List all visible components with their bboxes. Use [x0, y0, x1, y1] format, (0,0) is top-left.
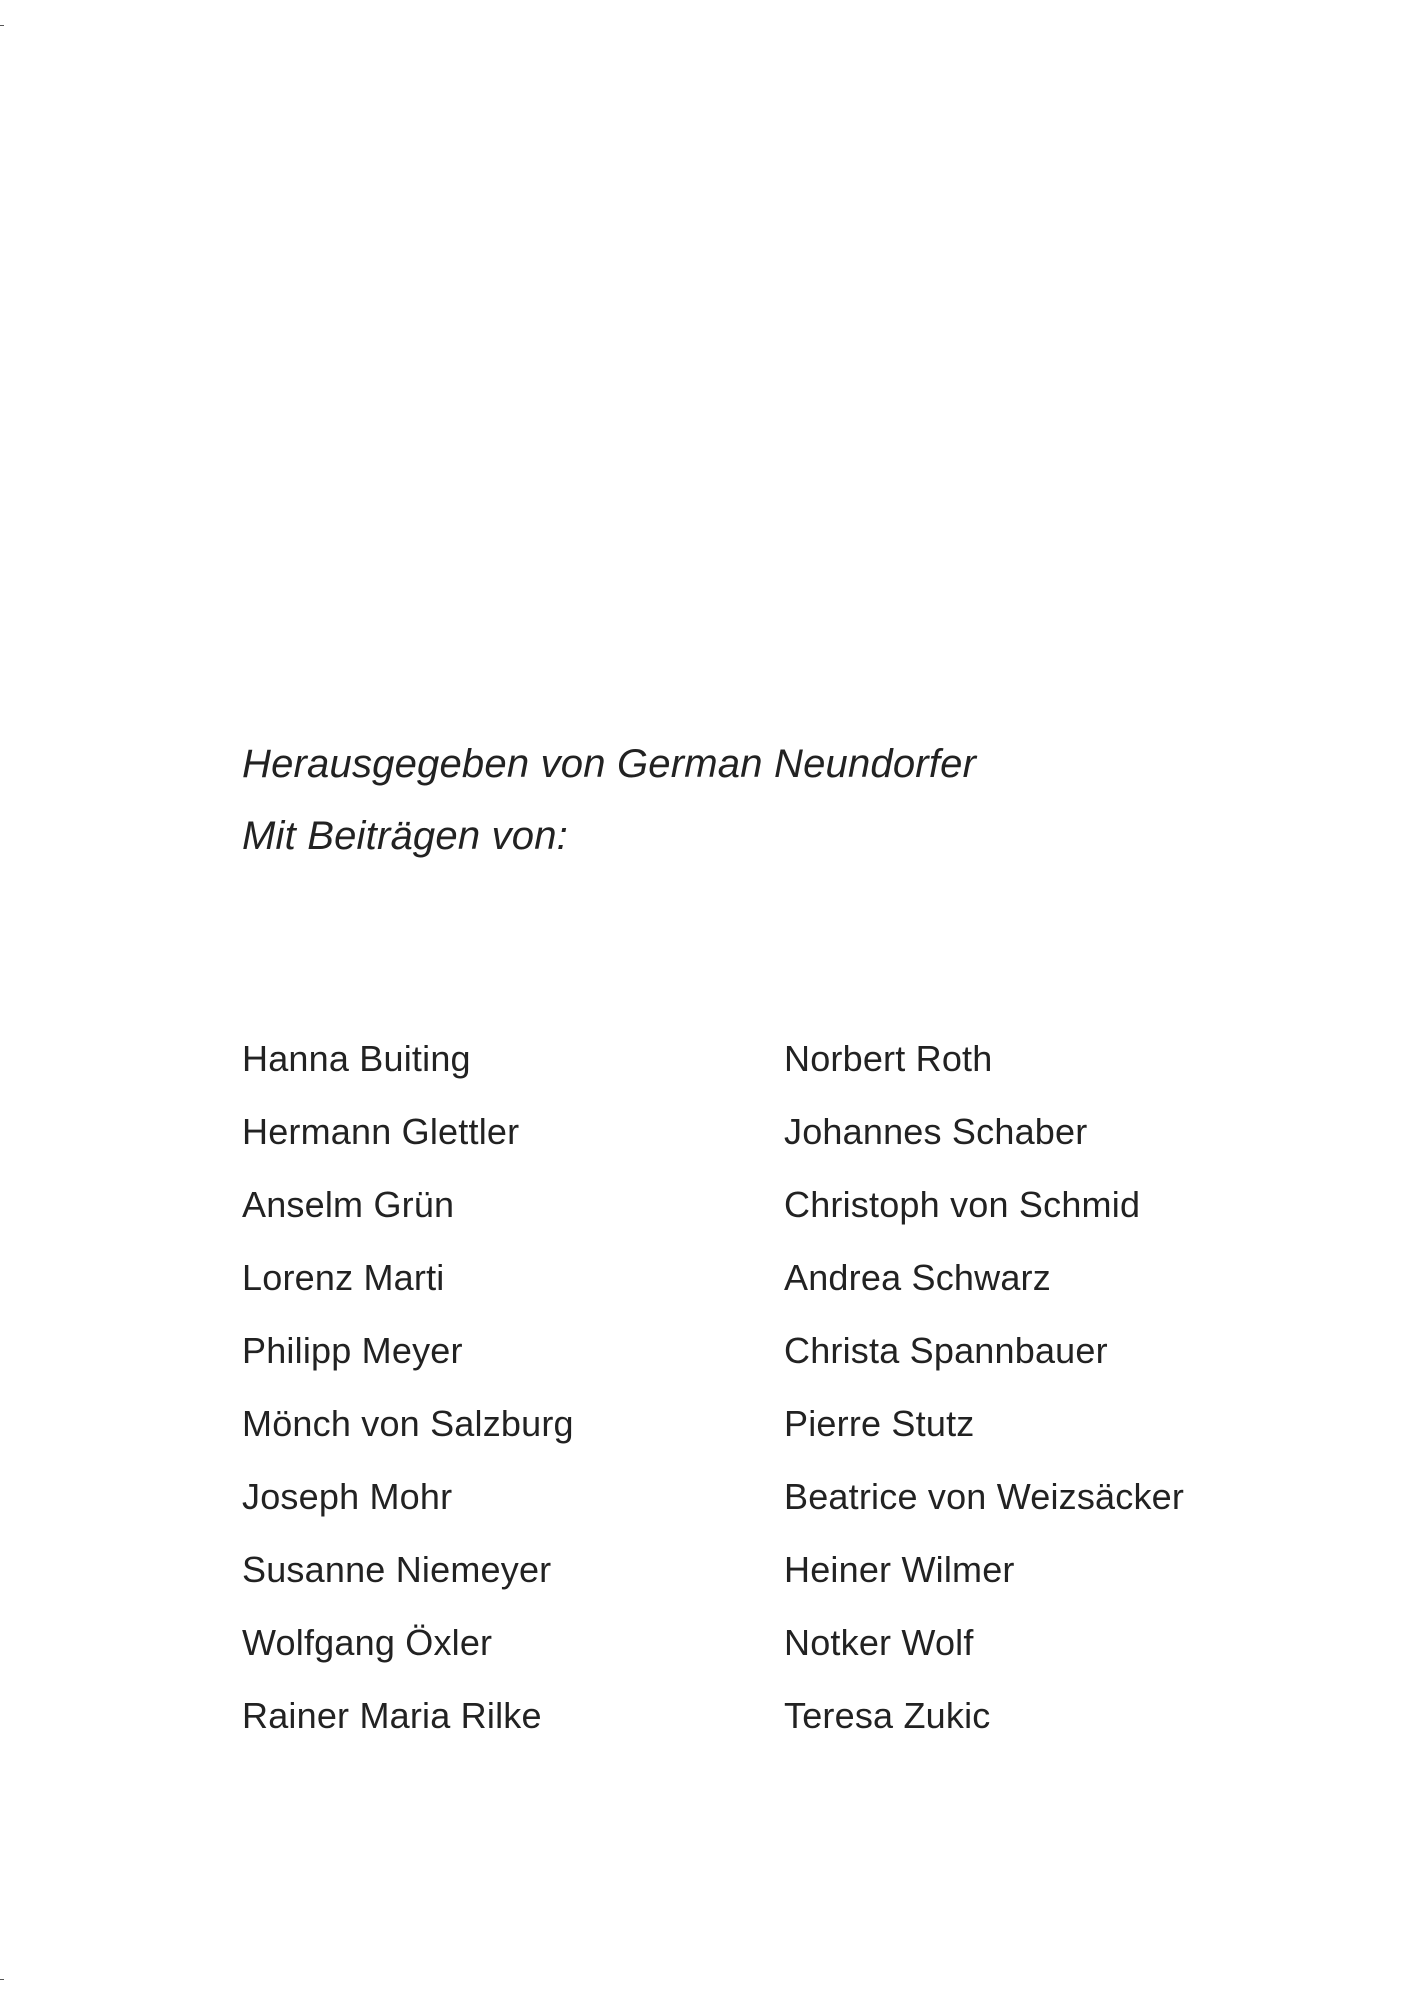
- contributor-name: Christa Spannbauer: [784, 1330, 1108, 1371]
- contributors-right-column: [784, 1022, 1184, 1752]
- contributor-name: Beatrice von Weizsäcker: [784, 1476, 1185, 1517]
- contributor-name: Joseph Mohr: [242, 1476, 453, 1517]
- contributor-name: Rainer Maria Rilke: [242, 1695, 542, 1736]
- contributor-name: Anselm Grün: [242, 1184, 455, 1225]
- contributor-name: Notker Wolf: [784, 1622, 974, 1663]
- contributor-name: Wolfgang Öxler: [242, 1622, 493, 1663]
- contributor-name: Lorenz Marti: [242, 1257, 445, 1298]
- contributor-name: Mönch von Salzburg: [242, 1403, 574, 1444]
- contributor-name: Norbert Roth: [784, 1038, 993, 1079]
- contributor-name: Christoph von Schmid: [784, 1184, 1141, 1225]
- contributions-heading: Mit Beiträgen von:: [242, 814, 568, 858]
- contributor-name: Pierre Stutz: [784, 1403, 975, 1444]
- contributor-name: Hanna Buiting: [242, 1038, 471, 1079]
- contributor-name: Teresa Zukic: [784, 1695, 991, 1736]
- contributor-name: Susanne Niemeyer: [242, 1549, 552, 1590]
- crop-mark-top: [0, 25, 4, 26]
- contributor-name: Heiner Wilmer: [784, 1549, 1015, 1590]
- crop-mark-bottom: [0, 1979, 4, 1980]
- contributor-name: Andrea Schwarz: [784, 1257, 1051, 1298]
- contributor-name: Johannes Schaber: [784, 1111, 1088, 1152]
- contributor-name: Philipp Meyer: [242, 1330, 463, 1371]
- editor-line: Herausgegeben von German Neundorfer: [242, 742, 977, 786]
- contributors-left-column: [242, 1022, 574, 1752]
- editor-block: [242, 728, 976, 872]
- contributor-name: Hermann Glettler: [242, 1111, 520, 1152]
